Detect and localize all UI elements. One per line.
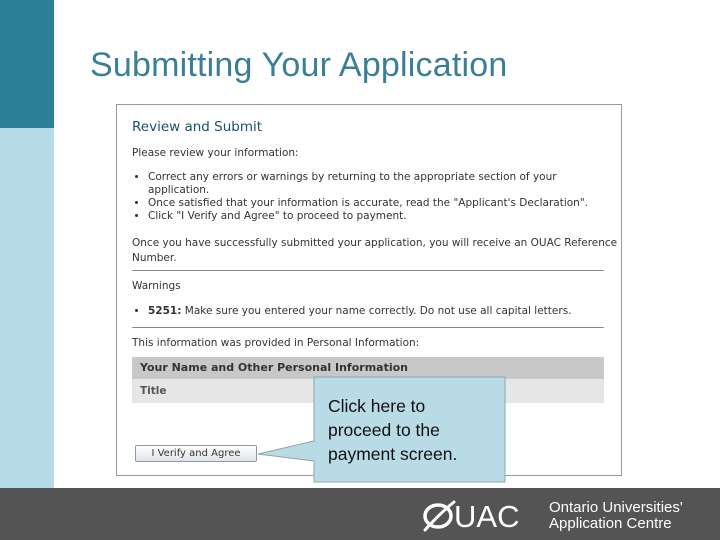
ouac-logo bbox=[422, 498, 542, 534]
warning-text: Make sure you entered your name correctly. Do not use all capital letters. bbox=[184, 305, 572, 317]
instruction-item: • Once satisfied that your information is accurate, read the "Applicant's Declaration". bbox=[148, 197, 588, 210]
organization-name: Ontario Universities' Application Centre bbox=[549, 499, 683, 532]
personal-info-section-header: Your Name and Other Personal Information bbox=[132, 357, 604, 379]
title-row-label: Title bbox=[140, 385, 167, 397]
confirmation-text-line1: Once you have successfully submitted your application, you will receive an OUAC Reference bbox=[132, 237, 618, 249]
instruction-item: • Click "I Verify and Agree" to proceed to payment. bbox=[148, 210, 588, 223]
warning-code: 5251: bbox=[148, 305, 182, 317]
slide-title: Submitting Your Application bbox=[90, 46, 508, 84]
warnings-label: Warnings bbox=[132, 280, 181, 292]
verify-and-agree-button[interactable]: I Verify and Agree bbox=[135, 445, 257, 462]
provided-info-label: This information was provided in Personal Information: bbox=[132, 337, 420, 349]
callout-text: Click here to proceed to the payment screen. bbox=[328, 396, 458, 464]
confirmation-text-line2: Number. bbox=[132, 252, 177, 264]
instruction-item: • Correct any errors or warnings by returning to the appropriate section of your application. bbox=[148, 171, 588, 197]
review-intro-text: Please review your information: bbox=[132, 147, 299, 159]
logo-letters: UAC bbox=[454, 499, 520, 534]
review-submit-heading: Review and Submit bbox=[132, 119, 263, 135]
